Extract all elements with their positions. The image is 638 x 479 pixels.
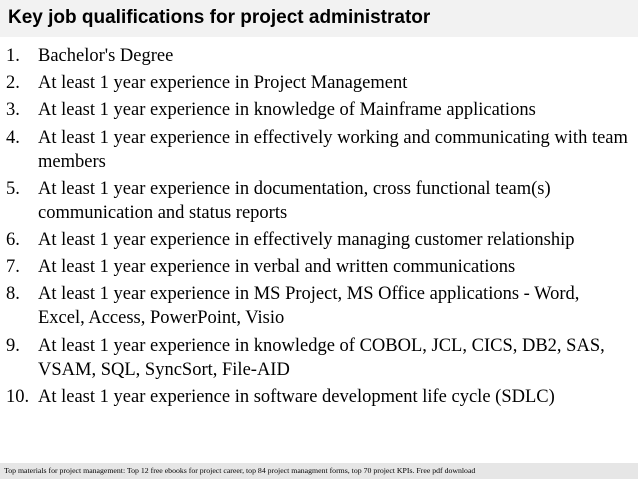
footer-bar: [0, 463, 638, 479]
list-item-text: At least 1 year experience in documentation, cross functional team(s) communication and status reports: [38, 178, 551, 223]
list-item: [0, 334, 638, 382]
title-bar: [0, 0, 638, 37]
list-item-number: 2.: [6, 73, 20, 94]
list-item-text: At least 1 year experience in verbal and written communications: [38, 257, 516, 278]
list-item-text: At least 1 year experience in knowledge of Mainframe applications: [38, 100, 536, 121]
list-item-number: 5.: [6, 178, 20, 199]
page-title: Key job qualifications for project administrator: [8, 7, 431, 28]
list-item: [0, 282, 638, 330]
list-item-number: 8.: [6, 284, 20, 305]
qualifications-list: [0, 44, 638, 412]
list-item-number: 7.: [6, 257, 20, 278]
list-item-number: 9.: [6, 335, 20, 356]
list-item: [0, 177, 638, 225]
list-item-number: 6.: [6, 229, 20, 250]
list-item: [0, 228, 638, 252]
list-item-text: At least 1 year experience in effectively managing customer relationship: [38, 229, 575, 250]
list-item: [0, 255, 638, 279]
list-item-text: At least 1 year experience in software development life cycle (SDLC): [38, 386, 555, 407]
list-item-text: At least 1 year experience in effectively working and communicating with team members: [38, 127, 628, 172]
list-item: [0, 44, 638, 68]
list-item: [0, 98, 638, 122]
list-item: [0, 385, 638, 409]
list-item-text: At least 1 year experience in Project Management: [38, 73, 408, 94]
list-item-number: 1.: [6, 46, 20, 66]
list-item: [0, 126, 638, 174]
list-item-text: At least 1 year experience in MS Project, MS Office applications - Word, Excel, Access, PowerPoint, Visio: [38, 284, 580, 329]
list-item-number: 3.: [6, 100, 20, 121]
footer-text: Top materials for project management: Top 12 free ebooks for project career, top 84 project managment forms, top 70 project KPIs. Free pdf download: [4, 466, 476, 475]
list-item-text: Bachelor's Degree: [38, 46, 174, 66]
list-item: [0, 71, 638, 95]
list-item-number: 10.: [6, 386, 30, 407]
list-item-text: At least 1 year experience in knowledge of COBOL, JCL, CICS, DB2, SAS, VSAM, SQL, SyncSort, File-AID: [38, 335, 605, 380]
list-item-number: 4.: [6, 127, 20, 148]
